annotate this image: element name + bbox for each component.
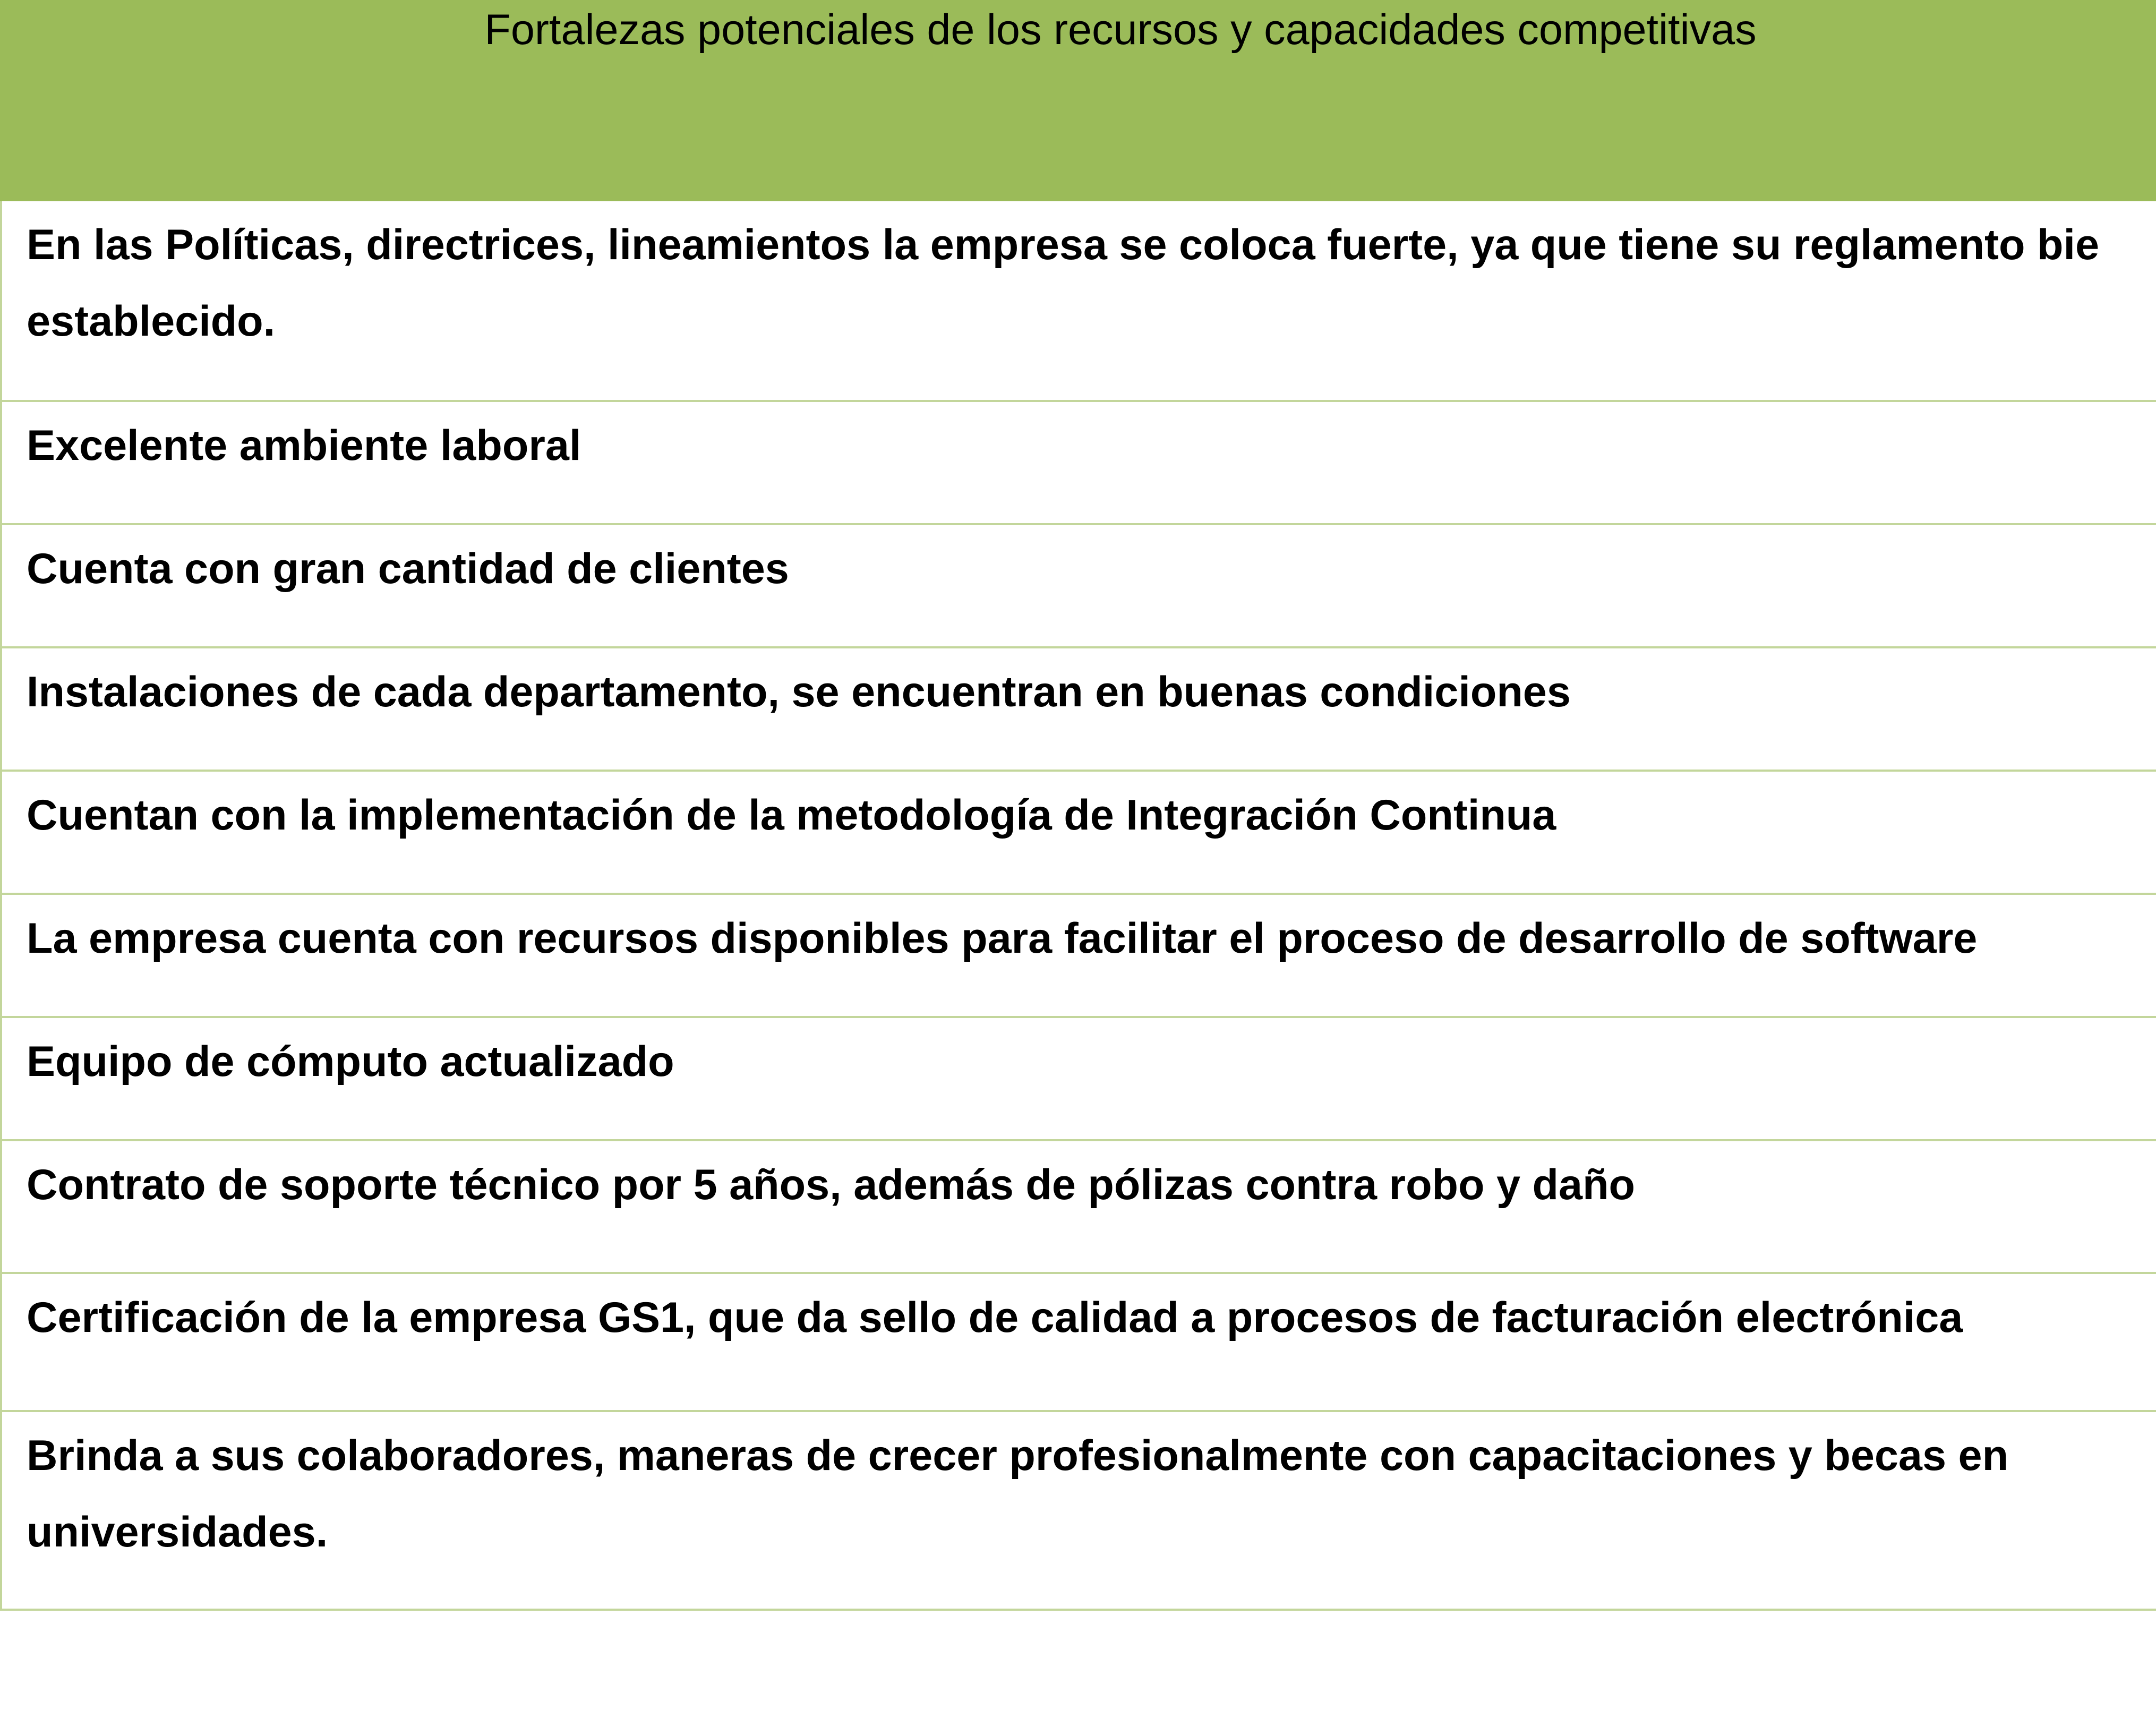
row-text <box>27 531 789 607</box>
row-text <box>27 900 1977 977</box>
table-row <box>0 895 2156 1018</box>
table-row <box>0 1274 2156 1412</box>
row-text-line: Cuentan con la implementación de la metodología de Integración Continua <box>27 791 1556 839</box>
table-row <box>0 1141 2156 1274</box>
table-row <box>0 648 2156 772</box>
row-text <box>27 1417 2008 1570</box>
row-text-line: Contrato de soporte técnico por 5 años, además de pólizas contra robo y daño <box>27 1161 1636 1209</box>
row-text <box>27 207 2099 360</box>
table-title: Fortalezas potenciales de los recursos y capacidades competitivas <box>484 6 1757 54</box>
row-text <box>27 1147 1635 1223</box>
table-row <box>0 402 2156 525</box>
table-row <box>0 1412 2156 1611</box>
row-text-line: Brinda a sus colaboradores, maneras de crecer profesionalmente con capacitaciones y becas en <box>27 1432 2009 1480</box>
row-text-line: Excelente ambiente laboral <box>27 422 581 469</box>
row-text-line: Certificación de la empresa GS1, que da sello de calidad a procesos de facturación electrónica <box>27 1294 1963 1341</box>
row-text-line: Cuenta con gran cantidad de clientes <box>27 545 789 593</box>
row-text-line: Instalaciones de cada departamento, se encuentran en buenas condiciones <box>27 668 1571 716</box>
row-text <box>27 777 1556 853</box>
row-text-line: universidades. <box>27 1508 328 1556</box>
table-row <box>0 1018 2156 1141</box>
table-row <box>0 772 2156 895</box>
row-text-line: Equipo de cómputo actualizado <box>27 1038 674 1085</box>
row-text <box>27 407 581 484</box>
row-text-line: establecido. <box>27 297 276 345</box>
row-text <box>27 654 1571 730</box>
table-header <box>0 0 2156 201</box>
table-row <box>0 525 2156 648</box>
table-row <box>0 201 2156 402</box>
row-text <box>27 1023 674 1100</box>
row-text <box>27 1279 1963 1356</box>
row-text-line: En las Políticas, directrices, lineamientos la empresa se coloca fuerte, ya que tiene su reglamento bie <box>27 221 2100 269</box>
row-text-line: La empresa cuenta con recursos disponibles para facilitar el proceso de desarrollo de software <box>27 914 1978 962</box>
